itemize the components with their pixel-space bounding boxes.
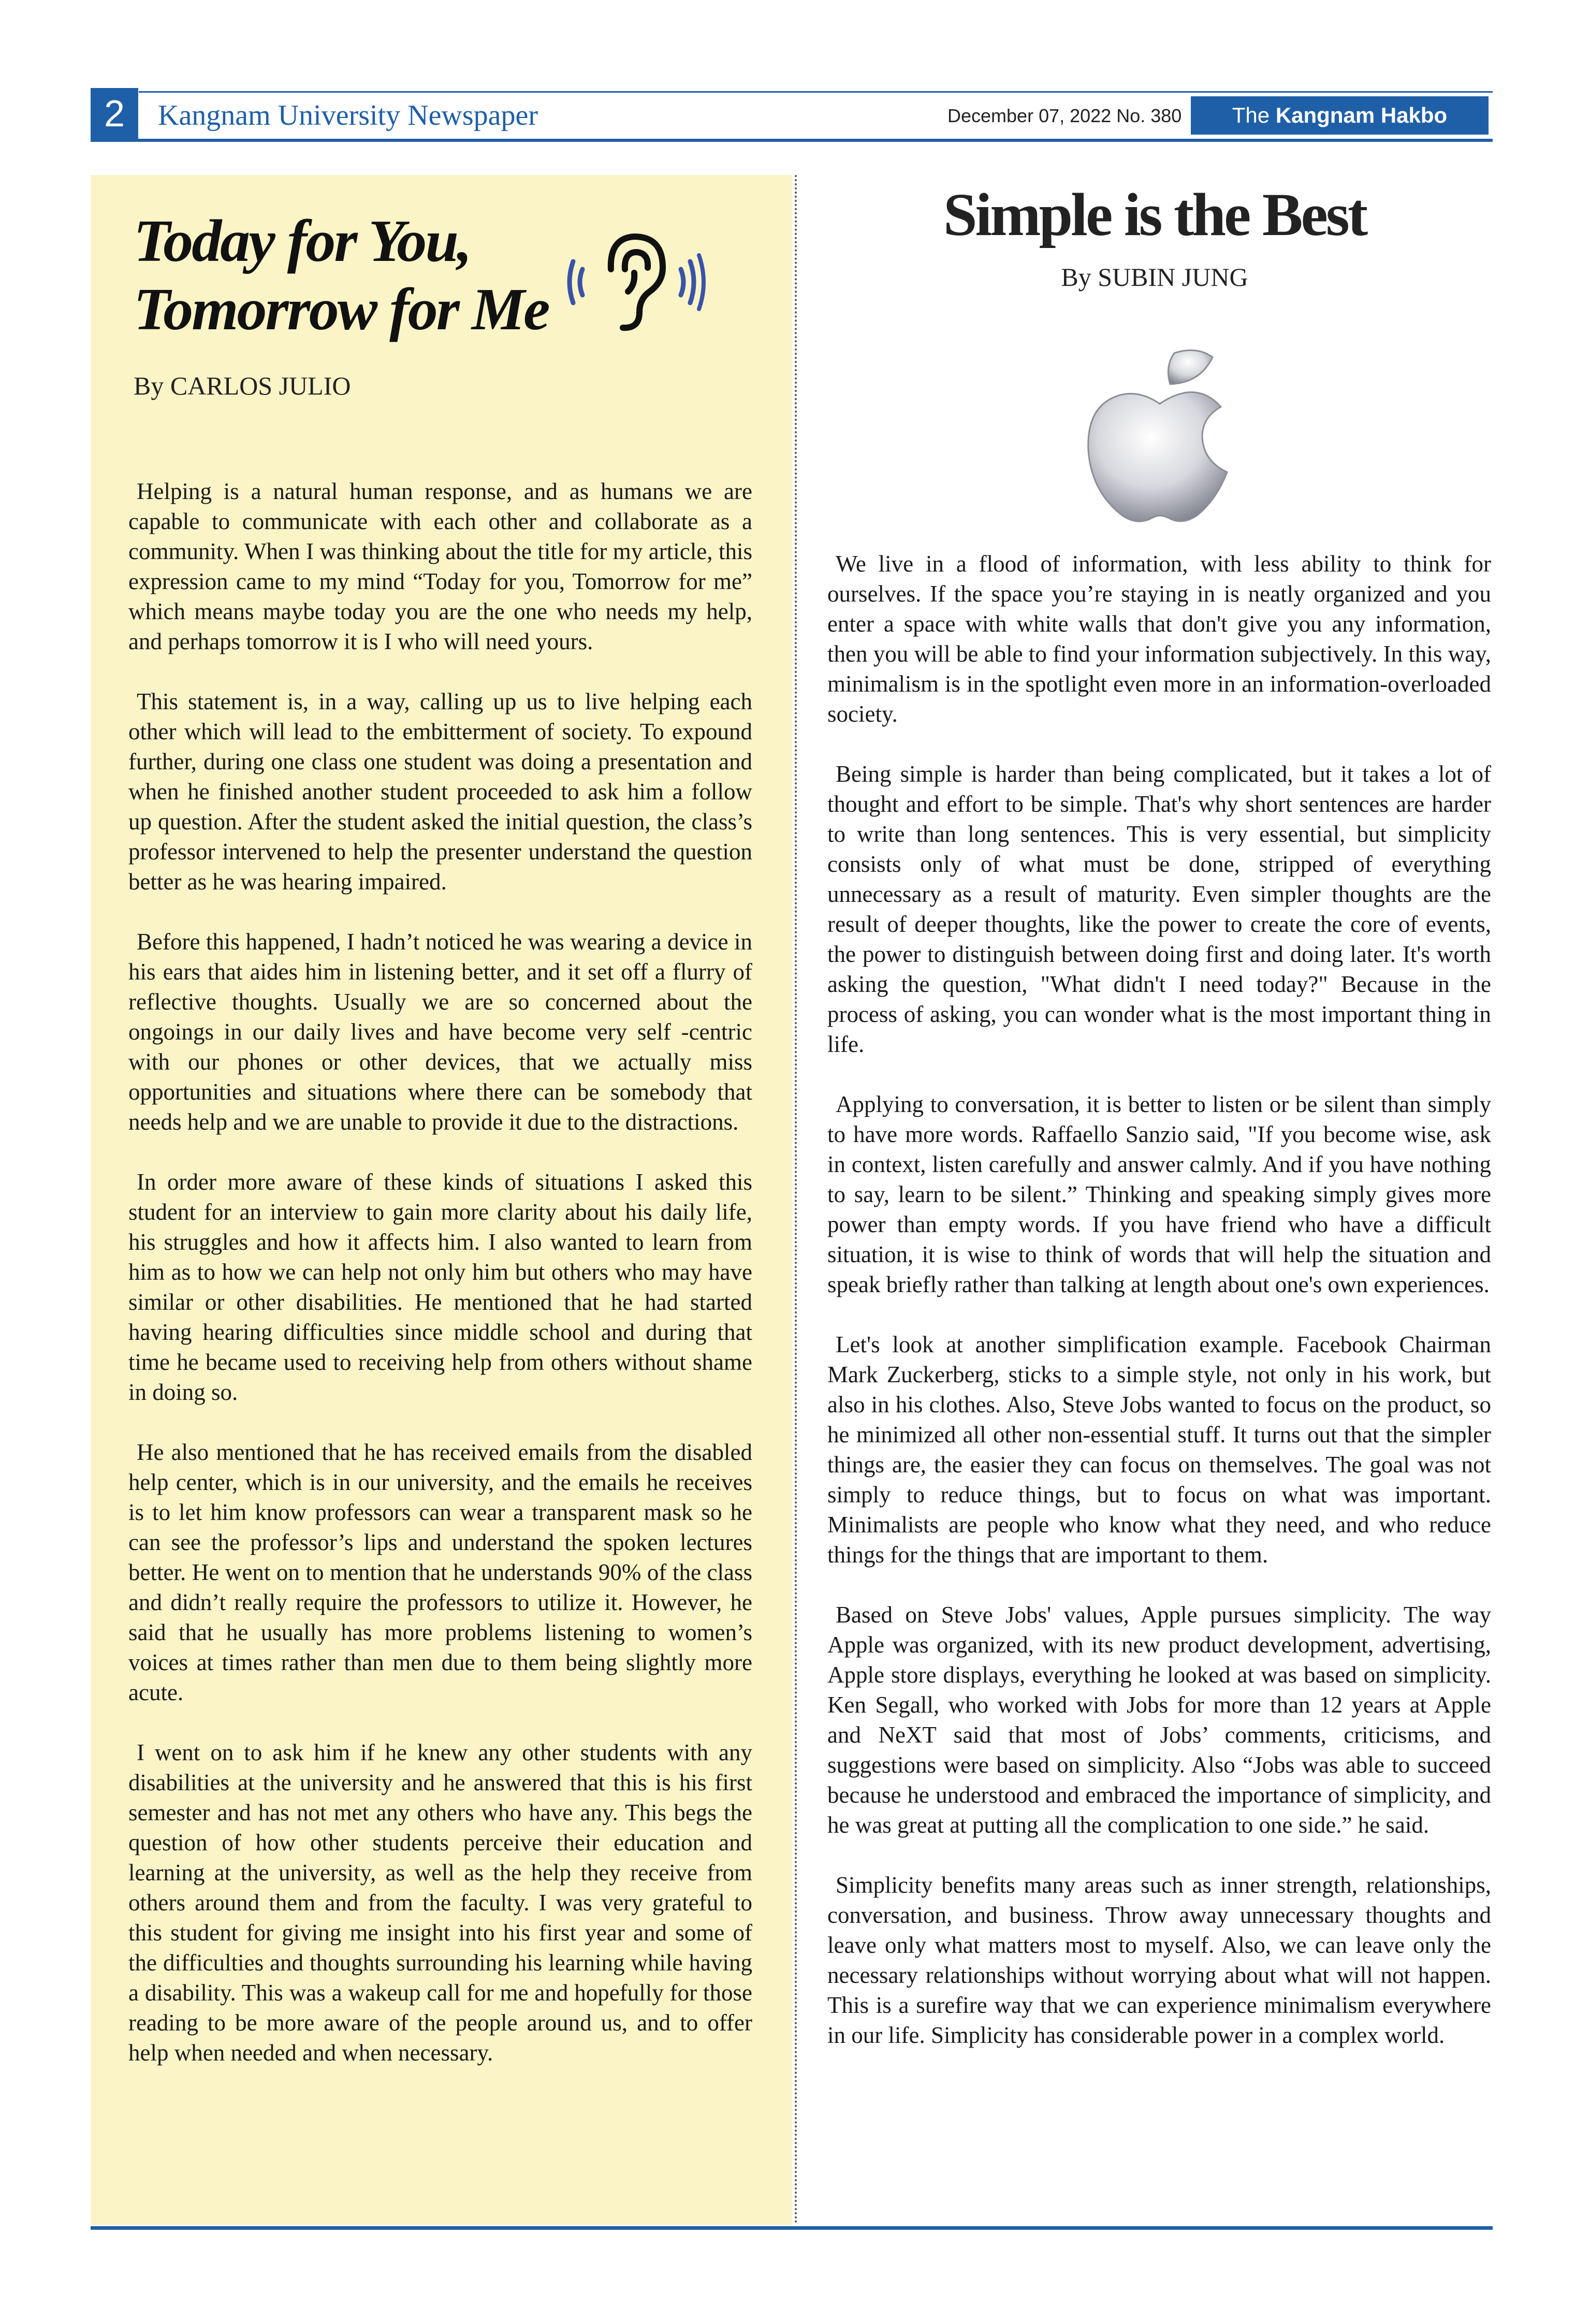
header-rule-top — [139, 91, 1493, 93]
paragraph: Applying to conversation, it is better to listen or be silent than simply to have more words. Raffaello Sanzio said, "If you become wise, ask in context, listen carefully and answer calmly. And if you have nothing to say, learn to be silent.” Thinking and speaking simply gives more power than empty words. If you have friend who have a difficult situation, it is wise to think of words that will help the situation and speak briefly rather than talking at length about one's own experiences. — [827, 1091, 1491, 1297]
paragraph: Let's look at another simplification example. Facebook Chairman Mark Zuckerberg, sticks to a simple style, not only in his work, but also in his clothes. Also, Steve Jobs wanted to focus on the product, so he minimized all other non-essential stuff. It turns out that the simpler things are, the easier they can focus on themselves. The goal was not simply to reduce things, but to focus on what was important. Minimalists are people who know what they need, and who reduce things for the things that are important to them. — [827, 1332, 1491, 1568]
paragraph: Being simple is harder than being complicated, but it takes a lot of thought and effort to be simple. That's why short sentences are harder to write than long sentences. This is very essential, but simplicity consists only of what must be done, stripped of everything unnecessary as a result of maturity. Even simpler thoughts are the result of deeper thoughts, like the power to create the core of events, the power to distinguish between doing first and doing later. It's worth asking the question, "What didn't I need today?" Because in the process of asking, you can wonder what is the most important thing in life. — [827, 761, 1491, 1057]
left-article-title — [134, 207, 600, 344]
left-title-line2: Tomorrow for Me — [134, 276, 549, 343]
paragraph: Based on Steve Jobs' values, Apple pursues simplicity. The way Apple was organized, with its new product development, advertising, Apple store displays, everything he looked at was based on simplicity. Ken Segall, who worked with Jobs for more than 12 years at Apple and NeXT said that most of Jobs’ comments, criticisms, and suggestions were based on simplicity. Also “Jobs was able to succeed because he understood and embraced the importance of simplicity, and he was great at putting all the complication to one side.” he said. — [827, 1602, 1491, 1838]
paragraph: He also mentioned that he has received emails from the disabled help center, which is in our university, and the emails he receives is to let him know professors can wear a transparent mask so he can see the professor’s lips and understand the spoken lectures better. He went on to mention that he understands 90% of the class and didn’t really require the professors to utilize it. However, he said that he usually has more problems listening to women’s voices at times rather than men due to them being slightly more acute. — [128, 1439, 752, 1705]
paragraph: Before this happened, I hadn’t noticed he was wearing a device in his ears that aides him in listening better, and it set off a flurry of reflective thoughts. Usually we are so concerned about the ongoings in our daily lives and have become very self -centric with our phones or other devices, that we actually miss opportunities and situations where there can be somebody that needs help and we are unable to provide it due to the distractions. — [128, 929, 752, 1135]
paragraph: Helping is a natural human response, and as humans we are capable to communicate with each other and collaborate as a community. When I was thinking about the title for my article, this expression came to my mind “Today for you, Tomorrow for me” which means maybe today you are the one who needs my help, and perhaps tomorrow it is I who will need yours. — [128, 478, 752, 654]
brand-prefix: The — [1232, 103, 1270, 127]
left-article-body — [128, 476, 752, 2098]
column-divider — [795, 175, 797, 2225]
left-title-line1: Today for You, — [134, 208, 471, 274]
left-article-byline: By CARLOS JULIO — [134, 371, 351, 400]
newspaper-name: Kangnam University Newspaper — [158, 99, 538, 131]
apple-logo-icon — [1077, 342, 1243, 528]
paragraph: I went on to ask him if he knew any other students with any disabilities at the university and he answered that this is his first semester and has not met any others who have any. This begs the question of how other students perceive their education and learning at the university, as well as the help they receive from others around them and from the faculty. I was very grateful to this student for giving me insight into his first year and some of the difficulties and thoughts surrounding his learning while having a disability. This was a wakeup call for me and hopefully for those reading to be more aware of the people around us, and to offer help when needed and when necessary. — [128, 1740, 752, 2066]
issue-date: December 07, 2022 No. 380 — [947, 105, 1182, 126]
paragraph: We live in a flood of information, with less ability to think for ourselves. If the space you’re staying in is neatly organized and you enter a space with white walls that don't give you any information, then you will be able to find your information subjectively. In this way, minimalism is in the spotlight even more in an information-overloaded society. — [827, 551, 1491, 727]
header-rule-bottom — [91, 139, 1493, 142]
masthead-brand — [1191, 96, 1489, 135]
footer-rule — [91, 2226, 1493, 2230]
page-number: 2 — [91, 88, 138, 140]
paragraph: In order more aware of these kinds of situations I asked this student for an interview to gain more clarity about his daily life, his struggles and how it affects him. I also wanted to learn from him as to how we can help not only him but others who may have similar or other disabilities. He mentioned that he had started having hearing difficulties since middle school and during that time he became used to receiving help from others without shame in doing so. — [128, 1169, 752, 1405]
right-article-body — [827, 549, 1491, 2080]
right-article-byline: By SUBIN JUNG — [1061, 262, 1248, 291]
paragraph: This statement is, in a way, calling up us to live helping each other which will lead to the embitterment of society. To expound further, during one class one student was doing a presentation and when he finished another student proceeded to ask him a follow up question. After the student asked the initial question, the class’s professor intervened to help the presenter understand the question better as he was hearing impaired. — [128, 689, 752, 895]
ear-listening-icon — [562, 220, 707, 339]
paragraph: Simplicity benefits many areas such as inner strength, relationships, conversation, and business. Throw away unnecessary thoughts and leave only what matters most to myself. Also, we can leave only the necessary relationships without worrying about what will not happen. This is a surefire way that we can experience minimalism everywhere in our life. Simplicity has considerable power in a complex world. — [827, 1872, 1491, 2048]
brand-name: Kangnam Hakbo — [1275, 103, 1448, 127]
right-article-title: Simple is the Best — [943, 181, 1366, 249]
